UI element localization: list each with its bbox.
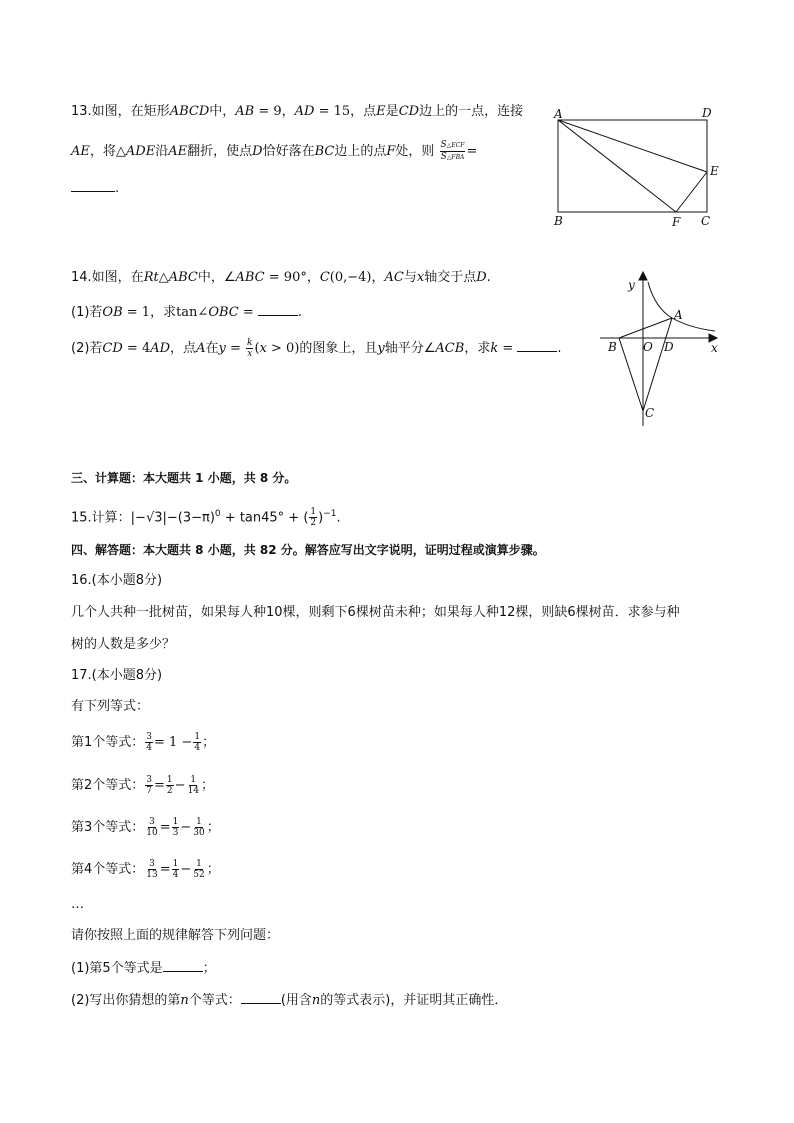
q16-body-2: 树的人数是多少？: [71, 637, 176, 652]
coordinate-figure: [595, 268, 730, 428]
k-over-x-fraction: $\frac{k}{x}$: [247, 338, 253, 359]
label-o: O: [643, 340, 653, 354]
rectangle-figure: [548, 103, 728, 233]
label-a: A: [554, 107, 563, 121]
segment-ba: [619, 318, 672, 338]
q13-line-1: 13.如图，在矩形ABCD中，AB = 9，AD = 15，点E是CD边上的一点，连接: [71, 104, 524, 119]
q17-part-1: (1)第5个等式是 ；: [71, 958, 216, 978]
label-b: B: [608, 340, 617, 354]
q14-line-1: 14.如图，在Rt△ABC中，∠ABC = 90°，C(0,−4)，AC与x轴交于点D.: [71, 270, 491, 285]
segment-af: [558, 120, 676, 212]
segment-ef: [676, 172, 707, 212]
label-d: D: [702, 106, 712, 120]
q17-ellipsis: …: [71, 897, 84, 912]
q17-equation-1: 第1个等式： $\frac{3}{4}$ = 1 − $\frac{1}{4}$ ；: [71, 732, 216, 753]
label-c: C: [701, 214, 711, 228]
q14-line-3: (2)若CD = 4AD，点A在y = $\frac{k}{x}$ (x > 0)的图象上，且y轴平分∠ACB，求k = .: [71, 338, 562, 359]
q15-line: 15.计算：$|-√3|-(3-\pi)^0 + \tan 45^\circ$ + ( $\frac{1}{2}$ )$^{-1}$.: [71, 507, 341, 529]
label-d: D: [664, 340, 674, 354]
q17-equation-2: 第2个等式： $\frac{3}{7}$ = $\frac{1}{2}$ − $\frac{1}{14}$ ；: [71, 775, 215, 796]
label-a: A: [674, 308, 683, 322]
rect-abcd: [558, 120, 707, 212]
area-ratio-fraction: $\frac{\text{S△ECF}}{\text{S△FBA}}$: [440, 140, 465, 162]
q17-equation-4: 第4个等式： $\frac{3}{13}$ = $\frac{1}{4}$ − $\frac{1}{52}$ ；: [71, 859, 220, 880]
q17-heading: 17.(本小题8分): [71, 668, 163, 683]
answer-blank-q17-2[interactable]: [241, 990, 281, 1004]
segment-ac: [643, 318, 672, 411]
q17-equation-3: 第3个等式： $\frac{3}{10}$ = $\frac{1}{3}$ − $\frac{1}{30}$ ；: [71, 817, 220, 838]
label-e: E: [710, 164, 719, 178]
q14-line-2: (1)若OB = 1，求tan∠OBC = .: [71, 302, 302, 322]
q17-ask: 请你按照上面的规律解答下列问题：: [71, 928, 280, 943]
one-half-fraction: $\frac{1}{2}$: [310, 507, 317, 529]
label-y: y: [628, 278, 635, 292]
answer-blank-q14-2[interactable]: [517, 338, 557, 352]
label-f: F: [672, 215, 681, 229]
section-4-heading: 四、解答题：本大题共 8 小题，共 82 分。解答应写出文字说明，证明过程或演算步骤。: [71, 543, 545, 557]
segment-bc: [619, 338, 643, 411]
y-axis-arrow: [639, 272, 647, 280]
q16-body-1: 几个人共种一批树苗，如果每人种10棵，则剩下6棵树苗未种；如果每人种12棵，则缺6棵树苗．求参与种: [71, 605, 680, 620]
q16-heading: 16.(本小题8分): [71, 573, 163, 588]
answer-blank-q17-1[interactable]: [163, 958, 203, 972]
q13-line-3: .: [71, 178, 119, 198]
label-c: C: [645, 406, 655, 420]
q17-intro: 有下列等式：: [71, 699, 150, 714]
label-b: B: [554, 214, 563, 228]
q13-line-2: AE，将△ADE沿AE翻折，使点D恰好落在BC边上的点F处，则 $\frac{\text{S△ECF}}{\text{S△FBA}}$ =: [71, 140, 478, 162]
segment-ae: [558, 120, 707, 172]
answer-blank-q14-1[interactable]: [258, 302, 298, 316]
q17-part-2: (2)写出你猜想的第n个等式： (用含n的等式表示)，并证明其正确性．: [71, 990, 507, 1010]
label-x: x: [711, 341, 718, 355]
answer-blank-q13[interactable]: [71, 178, 115, 192]
section-3-heading: 三、计算题：本大题共 1 小题，共 8 分。: [71, 471, 297, 485]
